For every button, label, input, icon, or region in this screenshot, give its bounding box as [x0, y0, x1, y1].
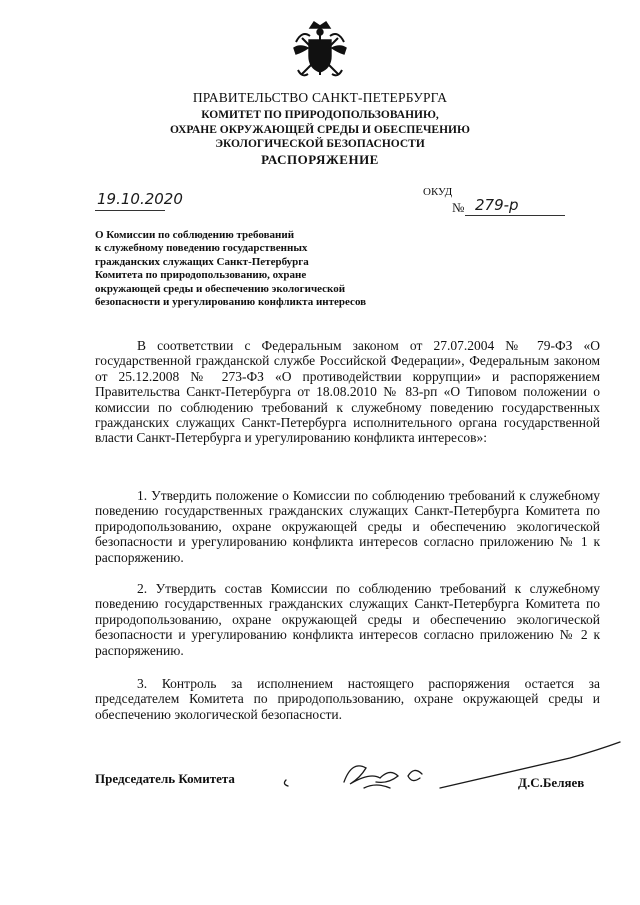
subject-line: гражданских служащих Санкт-Петербурга — [95, 255, 309, 268]
committee-title-line: ОХРАНЕ ОКРУЖАЮЩЕЙ СРЕДЫ И ОБЕСПЕЧЕНИЮ — [170, 123, 470, 136]
subject-block — [95, 229, 425, 309]
signatory-title: Председатель Комитета — [95, 771, 235, 786]
government-title: ПРАВИТЕЛЬСТВО САНКТ-ПЕТЕРБУРГА — [192, 90, 448, 105]
date-value: 19.10.2020 — [97, 190, 183, 208]
item-3-paragraph: 3. Контроль за исполнением настоящего распоряжения остается за председателем Комитета по природопользованию, охране окружающей среды и обеспечению экологической безопасности. — [95, 676, 600, 722]
subject-line: безопасности и урегулированию конфликта интересов — [95, 296, 367, 309]
item-2-paragraph: 2. Утвердить состав Комиссии по соблюдению требований к служебному поведению государственных гражданских служащих Санкт-Петербурга Комитета по природопользованию, охране окружающей среды и обеспечению экологической безопасности и урегулированию конфликта интересов согласно приложению № 2 к распоряжению. — [95, 581, 600, 658]
committee-title-line: ЭКОЛОГИЧЕСКОЙ БЕЗОПАСНОСТИ — [215, 138, 425, 150]
subject-line: Комитета по природопользованию, охране — [95, 269, 307, 282]
committee-title-line: КОМИТЕТ ПО ПРИРОДОПОЛЬЗОВАНИЮ, — [201, 109, 439, 121]
number-label: № — [452, 200, 465, 215]
number-field — [465, 198, 565, 216]
document-type: РАСПОРЯЖЕНИЕ — [261, 152, 379, 167]
item-1-paragraph: 1. Утвердить положение о Комиссии по соблюдению требований к служебному поведению государственных гражданских служащих Санкт-Петербурга Комитета по природопользованию, охране окружающей среды и обеспечению экологической безопасности и урегулированию конфликта интересов согласно приложению № 1 к распоряжению. — [95, 488, 600, 565]
number-value: 279-р — [475, 196, 519, 214]
signatory-name: Д.С.Беляев — [518, 775, 585, 790]
intro-paragraph: В соответствии с Федеральным законом от 27.07.2004 № 79-ФЗ «О государственной гражданской службе Российской Федерации», Федеральным законом от 25.12.2008 № 273-ФЗ «О противодействии коррупции» и распоряжением Правительства Санкт-Петербурга от 18.08.2010 № 83-рп «О Типовом положении о комиссии по соблюдению требований к служебному поведению государственных гражданских служащих Санкт-Петербурга исполнительного органа государственной власти Санкт-Петербурга и урегулированию конфликта интересов»: — [95, 338, 600, 446]
subject-line: окружающей среды и обеспечению экологической — [95, 282, 346, 295]
date-field — [95, 190, 183, 211]
coat-of-arms-icon — [292, 20, 348, 80]
committee-title — [150, 108, 490, 152]
subject-line: О Комиссии по соблюдению требований — [95, 229, 295, 241]
okud-label: ОКУД — [423, 186, 453, 198]
subject-line: к служебному поведению государственных — [95, 242, 308, 255]
